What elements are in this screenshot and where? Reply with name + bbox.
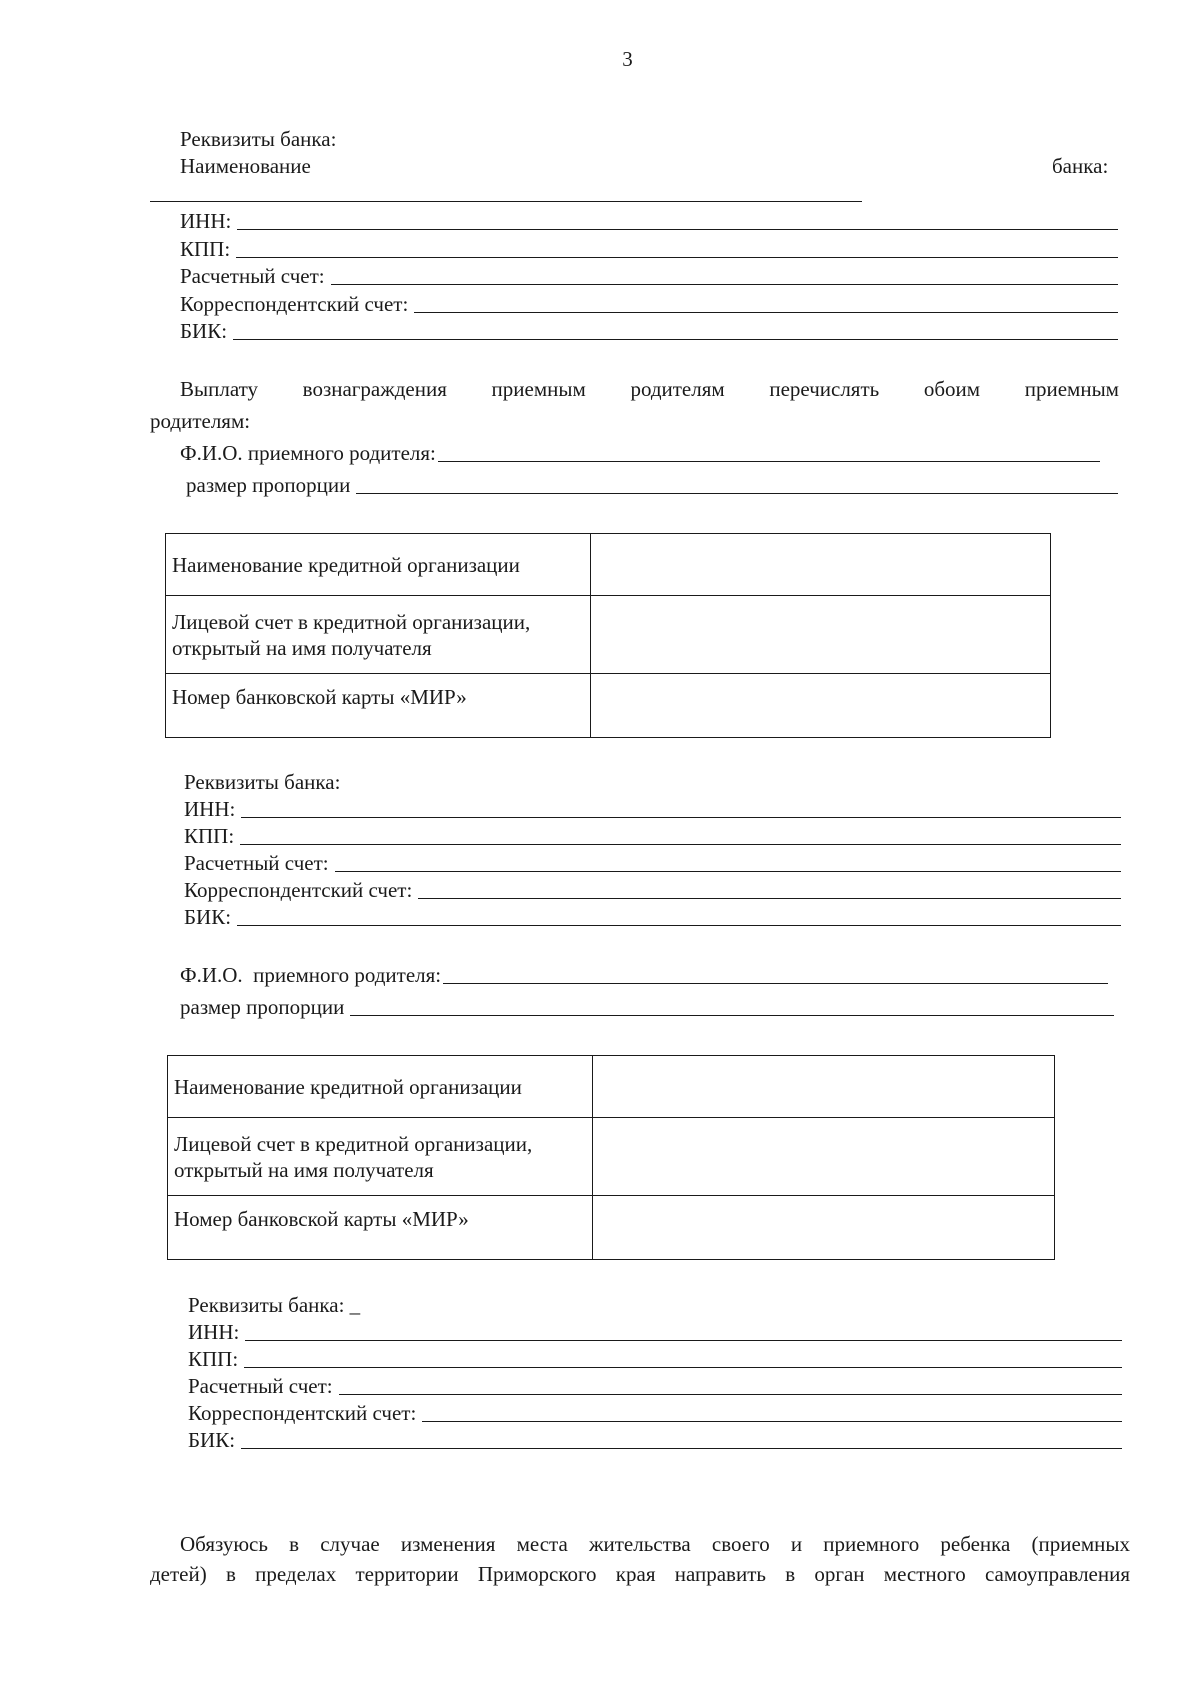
payout-paragraph-line2: родителям: <box>150 409 251 433</box>
inn-label: ИНН: <box>180 209 232 233</box>
inn-field[interactable] <box>180 208 1118 234</box>
kpp-label: КПП: <box>180 237 231 261</box>
obligation-paragraph-line1: Обязуюсь в случае изменения места жительства своего и приемного ребенка (приемных <box>180 1532 1130 1556</box>
parent1-bank-details-heading: Реквизиты банка: <box>184 770 341 794</box>
parent2-bank-details-heading: Реквизиты банка: _ <box>188 1293 361 1317</box>
credit-org-name-value[interactable] <box>593 1056 1055 1118</box>
bank-name-field[interactable] <box>150 201 862 202</box>
parent1-proportion-field[interactable] <box>186 472 1118 498</box>
parent2-bik-field[interactable] <box>188 1427 1122 1453</box>
bank-name-label-end: банка: <box>1052 154 1109 178</box>
table-row <box>168 1056 1055 1118</box>
kpp-label: КПП: <box>188 1347 239 1371</box>
parent2-account-field[interactable] <box>188 1373 1122 1399</box>
parent2-credit-table <box>167 1055 1055 1260</box>
credit-org-name-value[interactable] <box>591 534 1051 596</box>
personal-account-label-line2: открытый на имя получателя <box>172 635 432 660</box>
personal-account-label-line1: Лицевой счет в кредитной организации, <box>172 609 531 634</box>
bik-label: БИК: <box>180 319 228 343</box>
parent2-kpp-field[interactable] <box>188 1346 1122 1372</box>
payout-word: обоим <box>923 377 981 401</box>
parent2-inn-field[interactable] <box>188 1319 1122 1345</box>
inn-label: ИНН: <box>184 797 236 821</box>
parent1-inn-field[interactable] <box>184 796 1121 822</box>
credit-org-name-label: Наименование кредитной организации <box>168 1056 593 1118</box>
mir-card-value[interactable] <box>593 1196 1055 1260</box>
account-field[interactable] <box>180 263 1118 289</box>
bik-label: БИК: <box>188 1428 236 1452</box>
payout-word: вознаграждения <box>302 377 447 401</box>
personal-account-value[interactable] <box>591 596 1051 674</box>
table-row <box>168 1118 1055 1196</box>
table-row <box>166 674 1051 738</box>
payout-word: Выплату <box>180 377 259 401</box>
kpp-field[interactable] <box>180 236 1118 262</box>
personal-account-value[interactable] <box>593 1118 1055 1196</box>
parent1-credit-table <box>165 533 1051 738</box>
parent1-corr-account-field[interactable] <box>184 877 1121 903</box>
bik-field[interactable] <box>180 318 1118 344</box>
account-label: Расчетный счет: <box>184 851 329 875</box>
obligation-paragraph-line2: детей) в пределах территории Приморского края направить в орган местного самоуправления <box>150 1562 1130 1586</box>
page-number: 3 <box>622 47 633 71</box>
payout-word: родителям <box>630 377 725 401</box>
parent2-fio-field[interactable] <box>180 962 1108 988</box>
mir-card-label: Номер банковской карты «МИР» <box>168 1196 593 1260</box>
parent2-proportion-field[interactable] <box>180 994 1114 1020</box>
personal-account-label <box>166 596 591 674</box>
parent1-bik-field[interactable] <box>184 904 1121 930</box>
parent1-fio-label: Ф.И.О. приемного родителя: <box>180 441 436 465</box>
table-row <box>168 1196 1055 1260</box>
bank-name-label: Наименование <box>180 154 311 178</box>
table-row <box>166 534 1051 596</box>
corr-account-label: Корреспондентский счет: <box>180 292 409 316</box>
corr-account-label: Корреспондентский счет: <box>188 1401 417 1425</box>
mir-card-value[interactable] <box>591 674 1051 738</box>
parent1-kpp-field[interactable] <box>184 823 1121 849</box>
personal-account-label <box>168 1118 593 1196</box>
credit-org-name-label: Наименование кредитной организации <box>166 534 591 596</box>
bik-label: БИК: <box>184 905 232 929</box>
payout-word: приемным <box>491 377 586 401</box>
table-row <box>166 596 1051 674</box>
corr-account-field[interactable] <box>180 291 1118 317</box>
personal-account-label-line1: Лицевой счет в кредитной организации, <box>174 1131 533 1156</box>
parent2-corr-account-field[interactable] <box>188 1400 1122 1426</box>
corr-account-label: Корреспондентский счет: <box>184 878 413 902</box>
inn-label: ИНН: <box>188 1320 240 1344</box>
account-label: Расчетный счет: <box>188 1374 333 1398</box>
bank-details-heading: Реквизиты банка: <box>180 127 337 151</box>
mir-card-label: Номер банковской карты «МИР» <box>166 674 591 738</box>
parent2-fio-label: Ф.И.О. приемного родителя: <box>180 963 442 987</box>
payout-word: перечислять <box>769 377 880 401</box>
parent1-account-field[interactable] <box>184 850 1121 876</box>
account-label: Расчетный счет: <box>180 264 325 288</box>
parent1-fio-field[interactable] <box>180 440 1100 466</box>
personal-account-label-line2: открытый на имя получателя <box>174 1157 434 1182</box>
parent1-proportion-label: размер пропорции <box>186 473 351 497</box>
parent2-proportion-label: размер пропорции <box>180 995 345 1019</box>
payout-word: приемным <box>1024 377 1119 401</box>
kpp-label: КПП: <box>184 824 235 848</box>
payout-paragraph-line1 <box>180 376 1119 402</box>
